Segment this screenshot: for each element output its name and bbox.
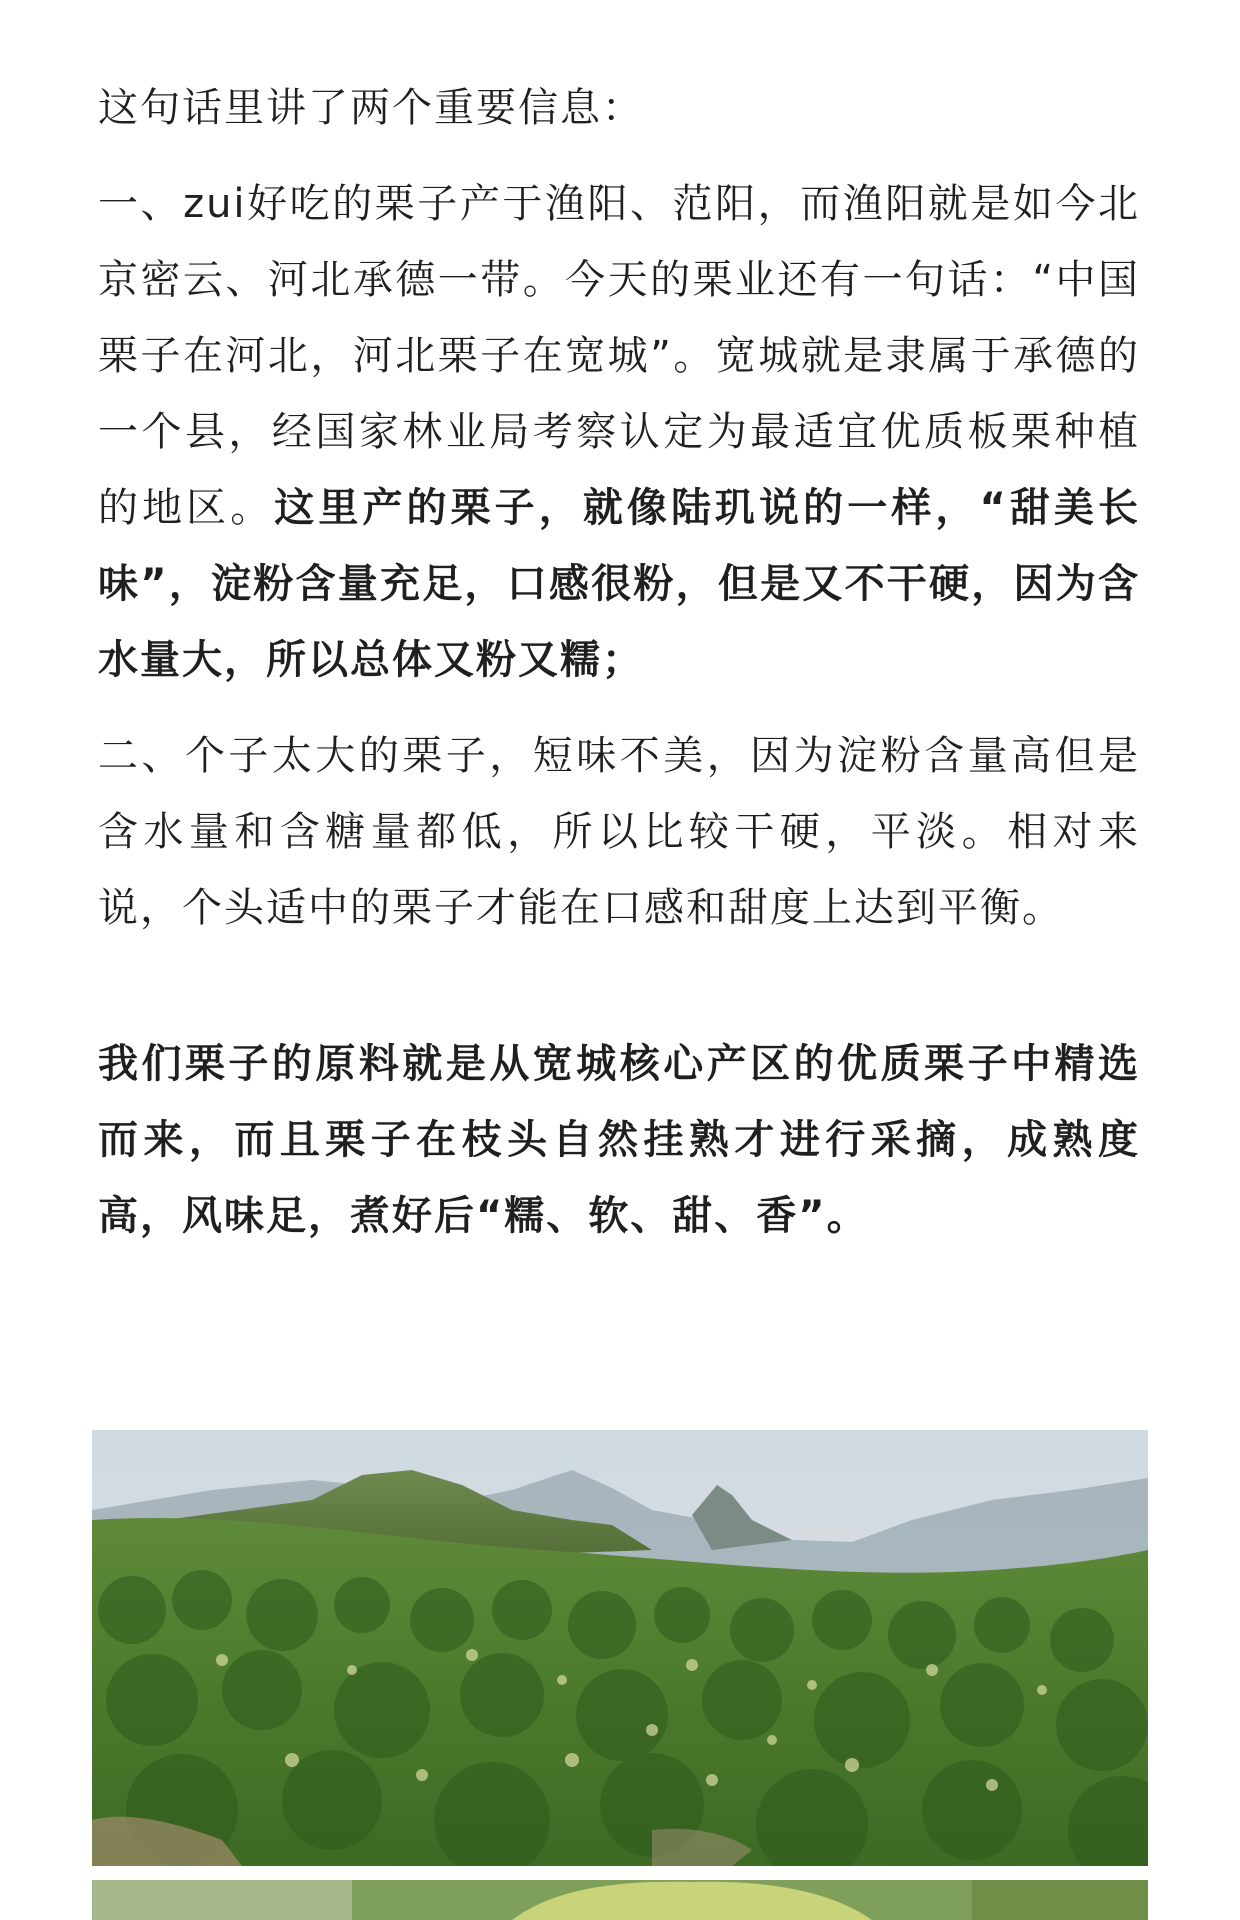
orchard-illustration: [92, 1430, 1148, 1866]
chestnut-closeup-photo: [92, 1880, 1148, 1920]
intro-paragraph: 这句话里讲了两个重要信息：: [98, 85, 644, 131]
point-one-text: 一、zui好吃的栗子产于渔阳、范阳，而渔阳就是如今北京密云、河北承德一带。今天的栗业还有一句话：“中国栗子在河北，河北栗子在宽城”。宽城就是隶属于承德的一个县，经国家林业局考察认定为最适宜优质板栗种植的地区。: [98, 181, 1140, 531]
highlight-paragraph: 我们栗子的原料就是从宽城核心产区的优质栗子中精选而来，而且栗子在枝头自然挂熟才进行采摘，成熟度高，风味足，煮好后“糯、软、甜、香”。: [98, 1041, 1140, 1239]
point-one-bold-text: 这里产的栗子，就像陆玑说的一样，“甜美长味”，淀粉含量充足，口感很粉，但是又不干硬，因为含水量大，所以总体又粉又糯；: [98, 485, 1140, 683]
point-one-paragraph: [98, 166, 1140, 698]
article-body: [98, 70, 1140, 1254]
closeup-illustration: [92, 1880, 1148, 1920]
point-two-paragraph: 二、个子太大的栗子，短味不美，因为淀粉含量高但是含水量和含糖量都低，所以比较干硬，平淡。相对来说，个头适中的栗子才能在口感和甜度上达到平衡。: [98, 733, 1140, 931]
chestnut-orchard-photo: [92, 1430, 1148, 1866]
